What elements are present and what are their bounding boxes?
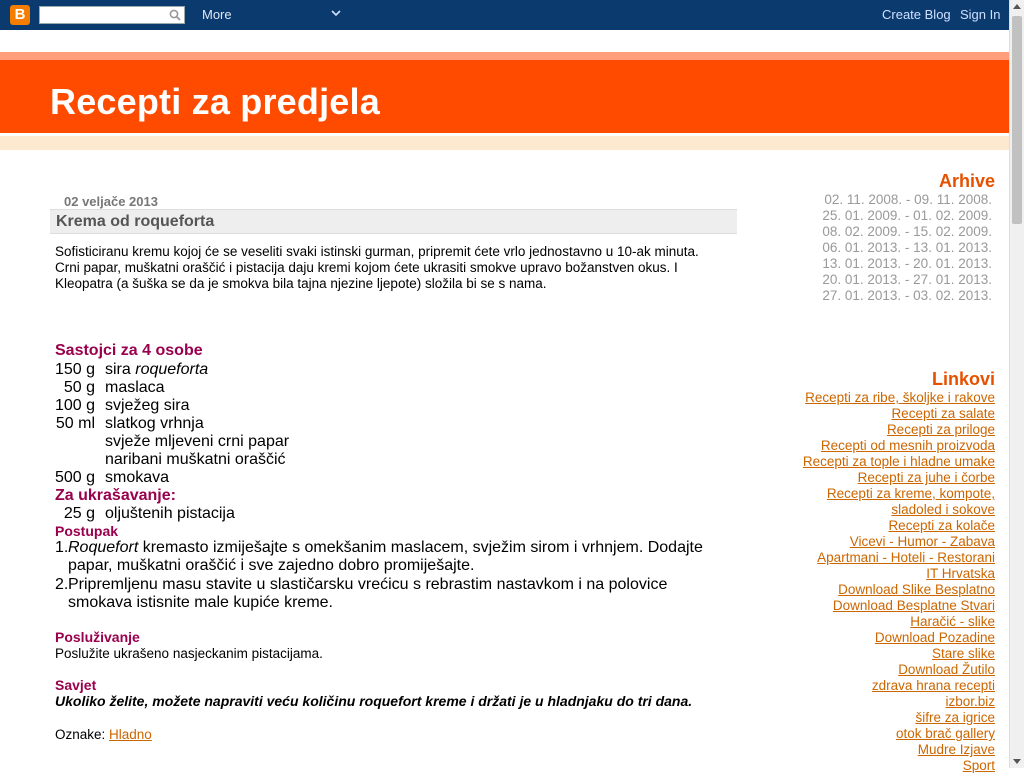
step-text: Pripremljenu masu stavite u slastičarsku vrećicu s rebrastim nastavkom i na polovice smokava istisnite male kupiće kreme. xyxy=(68,576,668,611)
method-heading: Postupak xyxy=(55,523,119,539)
ingredient-amount: 100 g xyxy=(55,397,96,414)
archive-item[interactable]: 20. 01. 2013. - 27. 01. 2013. xyxy=(822,272,992,287)
archive-item[interactable]: 08. 02. 2009. - 15. 02. 2009. xyxy=(822,224,992,239)
ingredient-amount: 500 g xyxy=(55,469,96,486)
archive-heading: Arhive xyxy=(938,171,995,191)
sidebar-link[interactable]: zdrava hrana recepti xyxy=(871,678,995,693)
search-input[interactable] xyxy=(39,6,185,24)
sidebar-link[interactable]: Recepti za kolače xyxy=(888,518,995,533)
scroll-thumb[interactable] xyxy=(1012,16,1022,224)
header-stripe-top xyxy=(0,52,1009,60)
archive-item[interactable]: 27. 01. 2013. - 03. 02. 2013. xyxy=(822,288,992,303)
sidebar-link[interactable]: Sport xyxy=(962,758,995,773)
sidebar-link[interactable]: Download Pozadine xyxy=(874,630,995,645)
links-heading: Linkovi xyxy=(931,369,995,389)
ingredient-name: svježeg sira xyxy=(105,397,190,414)
sidebar-link[interactable]: Recepti za ribe, školjke i rakove xyxy=(805,390,995,405)
label-link-hladno[interactable]: Hladno xyxy=(109,727,152,742)
post-title: Krema od roqueforta xyxy=(56,213,215,230)
sidebar-link[interactable]: Vicevi - Humor - Zabava xyxy=(849,534,995,549)
tip-heading: Savjet xyxy=(55,677,97,693)
blog-title[interactable]: Recepti za predjela xyxy=(50,81,380,122)
sidebar-link[interactable]: Mudre Izjave xyxy=(917,742,995,757)
ingredient-name: oljuštenih pistacija xyxy=(105,505,235,522)
ingredient-name: svježe mljeveni crni papar xyxy=(105,433,290,450)
labels-prefix: Oznake: xyxy=(55,727,110,742)
method-step xyxy=(55,539,725,575)
create-blog-link[interactable]: Create Blog xyxy=(882,7,951,22)
ingredient-amount: 50 ml xyxy=(55,415,95,432)
step-number: 1. xyxy=(55,539,69,556)
chevron-down-icon[interactable] xyxy=(330,6,342,20)
sidebar-link[interactable]: Recepti od mesnih proizvoda xyxy=(820,438,995,453)
search-icon[interactable] xyxy=(169,9,181,21)
sidebar-link[interactable]: Recepti za salate xyxy=(891,406,995,421)
sidebar-link[interactable]: Download Slike Besplatno xyxy=(838,582,995,597)
sidebar-link[interactable]: šifre za igrice xyxy=(915,710,995,725)
post-title-bar xyxy=(50,209,737,234)
post-labels xyxy=(55,727,152,742)
serving-text: Poslužite ukrašeno nasjeckanim pistacijama. xyxy=(55,646,323,661)
sidebar-link[interactable]: Recepti za kreme, kompote, xyxy=(826,486,995,501)
ingredient-name: slatkog vrhnja xyxy=(105,415,204,432)
ingredient-name: naribani muškatni oraščić xyxy=(105,451,286,468)
post-intro: Sofisticiranu kremu kojoj će se veseliti svaki istinski gurman, pripremit ćete vrlo jednostavno u 10-ak minuta. Crni papar, muškatni oraščić i pistacija daju kremi kojom ćete ukrasiti smokve upravo božanstven okus. I Kleopatra (a šuška se da je smokva bila tajna njezine ljepote) složila bi se s nama. xyxy=(55,244,699,291)
sidebar-link[interactable]: otok brač gallery xyxy=(895,726,995,741)
ingredient-amount: 25 g xyxy=(63,505,95,522)
sidebar-link[interactable]: IT Hrvatska xyxy=(926,566,995,581)
sidebar-link[interactable]: Stare slike xyxy=(931,646,995,661)
serving-heading: Posluživanje xyxy=(55,629,140,645)
ingredient-name: sira roqueforta xyxy=(105,361,209,378)
tip-text: Ukoliko želite, možete napraviti veću količinu roquefort kreme i držati je u hladnjaku do tri dana. xyxy=(55,693,693,709)
sidebar-link[interactable]: izbor.biz xyxy=(945,694,995,709)
ingredients-heading: Sastojci za 4 osobe xyxy=(55,342,203,359)
ingredient-name: smokava xyxy=(105,469,170,486)
method-step xyxy=(55,576,725,612)
scroll-up-arrow-icon[interactable] xyxy=(1013,4,1021,9)
header-stripe-bottom xyxy=(0,136,1009,150)
more-menu[interactable]: More xyxy=(202,7,232,22)
archive-item[interactable]: 02. 11. 2008. - 09. 11. 2008. xyxy=(824,192,992,207)
page-scrollbar[interactable] xyxy=(1009,0,1024,768)
archive-item[interactable]: 13. 01. 2013. - 20. 01. 2013. xyxy=(822,256,992,271)
archive-item[interactable]: 25. 01. 2009. - 01. 02. 2009. xyxy=(822,208,992,223)
ingredient-name: maslaca xyxy=(105,379,165,396)
decoration-heading: Za ukrašavanje: xyxy=(55,487,176,504)
sidebar-link[interactable]: sladoled i sokove xyxy=(891,502,995,517)
ingredient-amount: 50 g xyxy=(63,379,95,396)
sidebar-link[interactable]: Recepti za priloge xyxy=(886,422,995,437)
step-text: Roquefort kremasto izmiješajte s omekšanim maslacem, svježim sirom i vrhnjem. Dodajte papar, muškatni oraščić i sve zajedno dobro promiješajte. xyxy=(68,539,703,574)
sidebar-link[interactable]: Haračić - slike xyxy=(910,614,995,629)
archive-item[interactable]: 06. 01. 2013. - 13. 01. 2013. xyxy=(822,240,992,255)
step-number: 2. xyxy=(55,576,69,593)
blogger-logo-icon[interactable]: B xyxy=(10,5,30,25)
scroll-down-arrow-icon[interactable] xyxy=(1013,759,1021,764)
sidebar-link[interactable]: Recepti za juhe i čorbe xyxy=(857,470,995,485)
ingredient-amount: 150 g xyxy=(55,361,96,378)
sidebar-link[interactable]: Recepti za tople i hladne umake xyxy=(802,454,995,469)
sidebar-link[interactable]: Download Besplatne Stvari xyxy=(832,598,995,613)
post-date: 02 veljače 2013 xyxy=(64,194,158,209)
blogger-navbar xyxy=(0,0,1009,30)
sidebar-link[interactable]: Apartmani - Hoteli - Restorani xyxy=(817,550,995,565)
sidebar-link[interactable]: Download Žutilo xyxy=(898,662,995,677)
sign-in-link[interactable]: Sign In xyxy=(960,7,1001,22)
